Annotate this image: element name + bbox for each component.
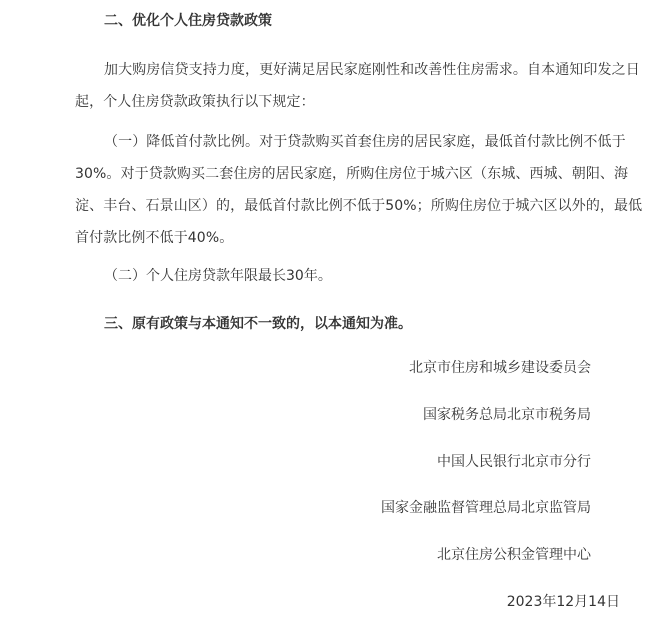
section-2-heading: 二、优化个人住房贷款政策 <box>104 13 272 29</box>
section-2-intro-paragraph: 加大购房信贷支持力度，更好满足居民家庭刚性和改善性住房需求。自本通知印发之日起，个人住房贷款政策执行以下规定： <box>75 62 640 110</box>
signatory-pboc-branch: 中国人民银行北京市分行 <box>437 454 591 470</box>
signatory-housing-commission: 北京市住房和城乡建设委员会 <box>409 360 591 376</box>
section-2-item-2-paragraph: （二）个人住房贷款年限最长30年。 <box>104 268 332 284</box>
signatory-financial-regulator: 国家金融监督管理总局北京监管局 <box>381 500 591 516</box>
signatory-tax-bureau: 国家税务总局北京市税务局 <box>423 407 591 423</box>
notice-date: 2023年12月14日 <box>506 594 620 610</box>
section-2-item-1-paragraph: （一）降低首付款比例。对于贷款购买首套住房的居民家庭，最低首付款比例不低于30%。对于贷款购买二套住房的居民家庭，所购住房位于城六区（东城、西城、朝阳、海淀、丰台、石景山区）的，最低首付款比例不低于50%；所购住房位于城六区以外的，最低首付款比例不低于40%。 <box>75 134 643 246</box>
signatory-housing-fund-center: 北京住房公积金管理中心 <box>437 547 591 563</box>
section-3-heading: 三、原有政策与本通知不一致的，以本通知为准。 <box>104 316 412 332</box>
